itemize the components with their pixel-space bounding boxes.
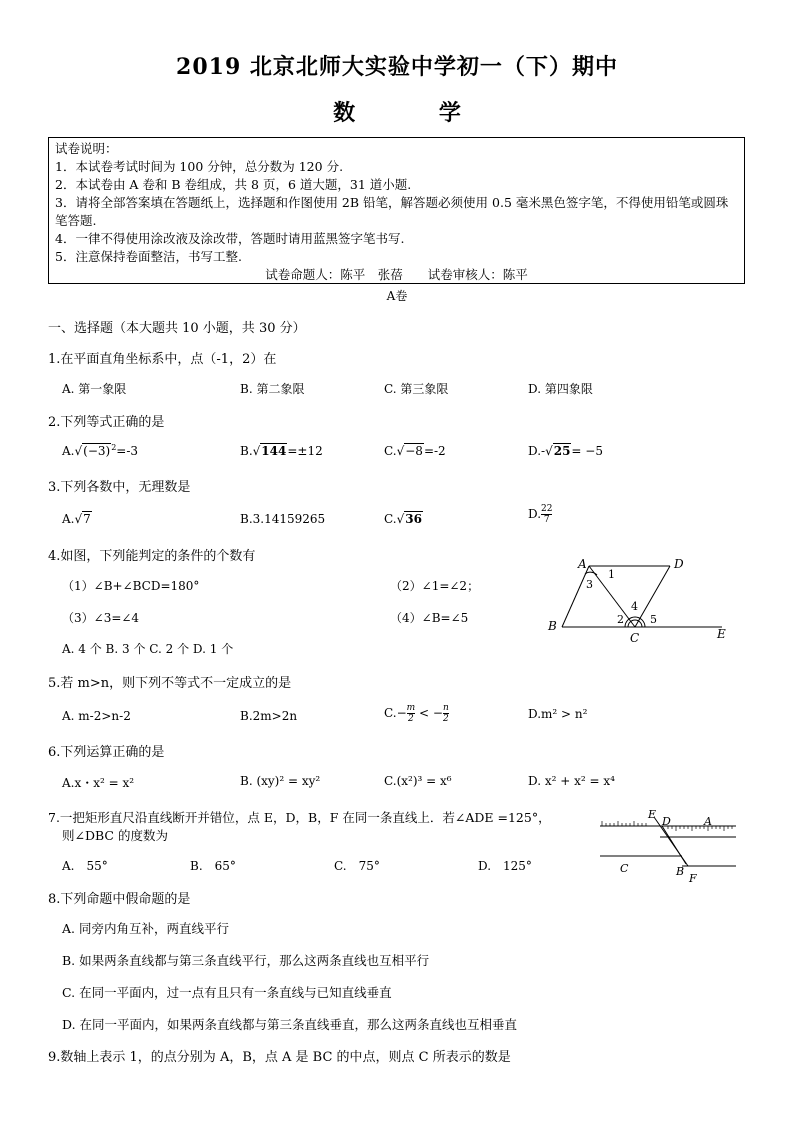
q7-option-c: C. 75° [334, 859, 380, 873]
q8-option-b: B. 如果两条直线都与第三条直线平行，那么这两条直线也互相平行 [62, 953, 430, 968]
q3-option-d: D. $\frac{22}{7}$ [528, 504, 553, 525]
q6-option-d: D. x² + x² = x⁴ [528, 774, 615, 788]
label-B: B [548, 619, 557, 633]
q7-ruler-figure [596, 806, 741, 886]
q6-option-a: A.x・x² = x² [62, 776, 135, 790]
question-2-stem: 2.下列等式正确的是 [48, 415, 165, 430]
instruction-item: 1．本试卷考试时间为 100 分钟，总分数为 120 分. [55, 159, 344, 174]
q4-condition-3: （3）∠3=∠4 [62, 611, 140, 625]
q3-option-a: A.√7 [62, 512, 91, 526]
label-C: C [630, 631, 640, 645]
q7-option-b: B. 65° [190, 859, 236, 873]
q2-option-a: $A.√(-3)^2=-3$ [62, 443, 139, 458]
q1-option-c: C. 第三象限 [384, 382, 449, 396]
question-7-stem-cont: 则∠DBC 的度数为 [62, 828, 168, 843]
q7-option-a: A. 55° [62, 859, 108, 873]
q7-option-d: D. 125° [478, 859, 532, 873]
q1-option-b: B. 第二象限 [240, 382, 305, 396]
question-8-stem: 8.下列命题中假命题的是 [48, 892, 191, 907]
instruction-item: 4．一律不得使用涂改液及涂改带，答题时请用蓝黑签字笔书写. [55, 231, 405, 246]
question-1-stem: 1.在平面直角坐标系中，点（-1，2）在 [48, 352, 277, 367]
label-C: C [620, 862, 629, 875]
section-heading: 一、选择题（本大题共 10 小题，共 30 分） [48, 321, 306, 336]
q8-option-d: D. 在同一平面内，如果两条直线都与第三条直线垂直，那么这两条直线也互相垂直 [62, 1017, 518, 1032]
label-A: A [578, 557, 587, 571]
q8-option-a: A. 同旁内角互补，两直线平行 [62, 921, 229, 936]
instruction-item: 2．本试卷由 A 卷和 B 卷组成，共 8 页，6 道大题，31 道小题. [55, 177, 412, 192]
q5-option-d: D.m² > n² [528, 707, 588, 721]
q4-parallelogram-figure [540, 552, 740, 647]
svg-text:2: 2 [617, 613, 624, 626]
q1-option-d: D. 第四象限 [528, 382, 593, 396]
instruction-item: 3．请将全部答案填在答题纸上，选择题和作图使用 2B 铅笔，解答题必须使用 0.5 毫米黑色签字笔，不得使用铅笔或圆珠笔答题. [55, 195, 729, 228]
exam-instructions-box [48, 137, 745, 284]
question-3-stem: 3.下列各数中，无理数是 [48, 480, 191, 495]
question-7-stem: 7.一把矩形直尺沿直线断开并错位，点 E，D，B，F 在同一条直线上．若∠ADE =125°， [48, 810, 551, 825]
instruction-item: 5．注意保持卷面整洁，书写工整. [55, 249, 242, 264]
svg-text:3: 3 [586, 578, 593, 591]
subject-title: 数 学 [333, 100, 499, 126]
q3-option-b: B.3.14159265 [240, 512, 326, 526]
q2-option-c: C.√−8=-2 [384, 444, 446, 458]
instructions-heading: 试卷说明： [55, 141, 118, 156]
label-E: E [648, 808, 657, 821]
question-4-stem: 4.如图，下列能判定的条件的个数有 [48, 549, 256, 564]
label-B: B [676, 865, 685, 878]
question-5-stem: 5.若 m>n，则下列不等式不一定成立的是 [48, 676, 292, 691]
q6-option-c: C.(x²)³ = x⁶ [384, 774, 452, 788]
q4-answer-options: A. 4 个 B. 3 个 C. 2 个 D. 1 个 [62, 642, 234, 656]
q5-option-b: B.2m>2n [240, 709, 298, 723]
label-E: E [717, 627, 726, 641]
q5-option-a: A. m-2>n-2 [62, 709, 131, 723]
q4-condition-4: （4）∠B=∠5 [390, 611, 469, 625]
exam-authors: 试卷命题人：陈平 张蓓 试卷审核人：陈平 [265, 267, 528, 282]
label-D: D [674, 557, 684, 571]
label-F: F [689, 872, 697, 885]
svg-text:1: 1 [608, 568, 615, 581]
label-A: A [704, 815, 712, 828]
label-D: D [662, 815, 671, 828]
q5-option-c: C.− $\frac{m}{2}$ < − $\frac{n}{2}$ [384, 703, 449, 724]
q4-condition-1: （1）∠B+∠BCD=180° [62, 579, 200, 593]
svg-text:4: 4 [631, 600, 638, 613]
svg-text:5: 5 [650, 613, 657, 626]
q2-option-d: D.-√25= −5 [528, 444, 603, 458]
q3-option-c: C.√36 [384, 512, 422, 526]
q1-option-a: A. 第一象限 [62, 382, 127, 396]
question-9-stem: 9.数轴上表示 1，的点分别为 A，B，点 A 是 BC 的中点，则点 C 所表示的数是 [48, 1050, 511, 1065]
question-6-stem: 6.下列运算正确的是 [48, 745, 165, 760]
volume-label: A卷 [386, 289, 408, 303]
q6-option-b: B. (xy)² = xy² [240, 774, 321, 788]
q2-option-b: B.√144=±12 [240, 444, 323, 458]
q8-option-c: C. 在同一平面内，过一点有且只有一条直线与已知直线垂直 [62, 985, 392, 1000]
q4-condition-2: （2）∠1=∠2； [390, 579, 480, 593]
exam-title: 2019 北京北师大实验中学初一（下）期中 [176, 54, 618, 80]
